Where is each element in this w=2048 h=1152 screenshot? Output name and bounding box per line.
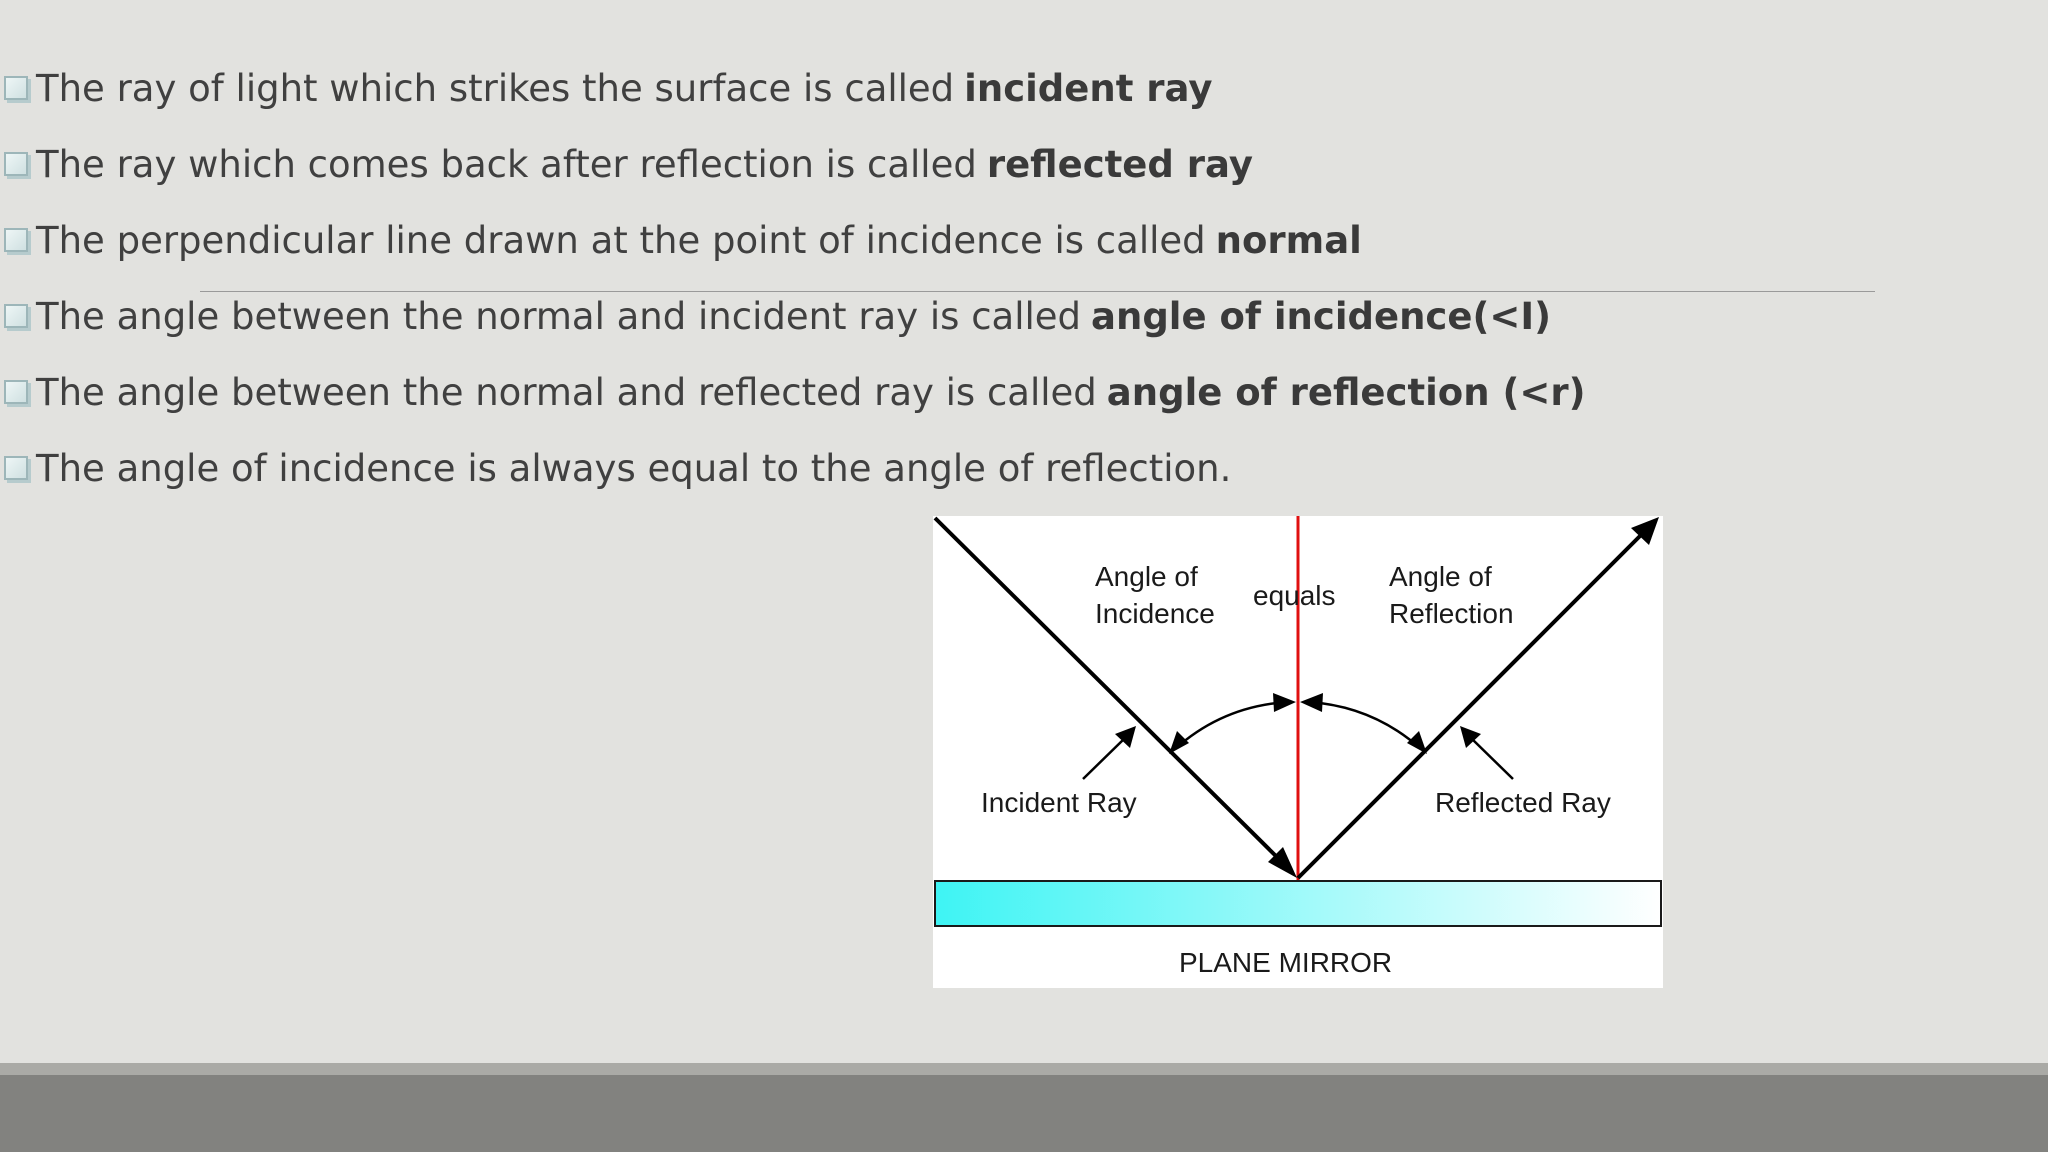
bullet-item [0, 202, 1900, 278]
angle-of-reflection-label-line2: Reflection [1389, 598, 1514, 629]
reflected-ray-pointer-line [1471, 738, 1513, 779]
checkbox-bullet-icon [4, 380, 28, 404]
reflected-ray-label: Reflected Ray [1435, 787, 1611, 818]
bullet-text: The angle of incidence is always equal to the angle of reflection. [36, 446, 1232, 490]
angle-of-incidence-label-line2: Incidence [1095, 598, 1215, 629]
bullet-text: The angle between the normal and incident ray is called [36, 294, 1082, 338]
checkbox-bullet-icon [4, 152, 28, 176]
reflection-arc-arrow-right [1407, 731, 1427, 754]
reflection-angle-arc [1308, 702, 1421, 749]
bullet-term: angle of incidence(<I) [1091, 294, 1552, 338]
reflection-arc-arrow-left [1300, 693, 1323, 712]
bullet-term: angle of reflection (<r) [1106, 370, 1586, 414]
bullet-item [0, 430, 1900, 506]
bullet-text: The ray of light which strikes the surface is called [36, 66, 955, 110]
bullet-text: The perpendicular line drawn at the point of incidence is called [36, 218, 1206, 262]
angle-of-reflection-label-line1: Angle of [1389, 561, 1492, 592]
plane-mirror-label: PLANE MIRROR [1179, 947, 1393, 978]
angle-of-incidence-label-line1: Angle of [1095, 561, 1198, 592]
checkbox-bullet-icon [4, 304, 28, 328]
bullet-text: The ray which comes back after reflection is called [36, 142, 977, 186]
reflection-diagram [933, 516, 1663, 988]
footer-bar [0, 1075, 2048, 1152]
bullet-item [0, 50, 1900, 126]
checkbox-bullet-icon [4, 76, 28, 100]
bullet-item [0, 278, 1900, 354]
bullet-term: reflected ray [986, 142, 1253, 186]
equals-label: equals [1253, 580, 1336, 611]
checkbox-bullet-icon [4, 228, 28, 252]
incidence-arc-arrow-right [1273, 693, 1296, 712]
incident-ray-pointer-line [1083, 738, 1125, 779]
bullet-item [0, 354, 1900, 430]
plane-mirror [935, 881, 1661, 926]
checkbox-bullet-icon [4, 456, 28, 480]
footer-stripe [0, 1063, 2048, 1075]
bullet-term: incident ray [964, 66, 1213, 110]
incidence-arc-arrow-left [1169, 731, 1189, 754]
bullet-item [0, 126, 1900, 202]
incident-ray-label: Incident Ray [981, 787, 1137, 818]
incidence-angle-arc [1175, 702, 1288, 749]
bullet-term: normal [1215, 218, 1362, 262]
bullet-list [0, 50, 1900, 506]
bullet-text: The angle between the normal and reflected ray is called [36, 370, 1097, 414]
